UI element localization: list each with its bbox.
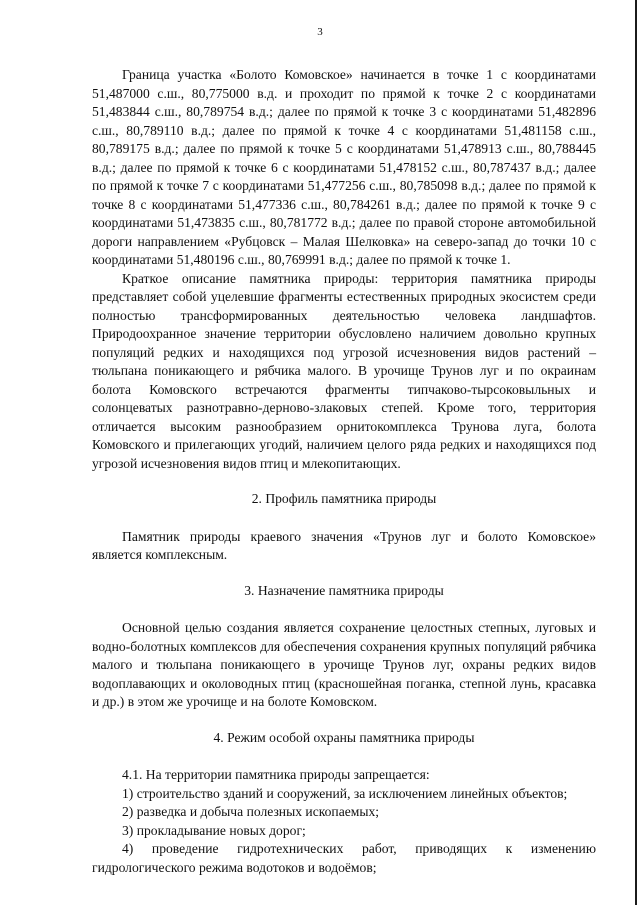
boundary-paragraph: Граница участка «Болото Комовское» начинается в точке 1 с координатами 51,487000 с.ш., 80,775000 в.д. и проходит по прямой к точке 2 с координатами 51,483844 с.ш., 80,789754 в.д.; далее по прямой к точке 3 с координатами 51,482896 с.ш., 80,789110 в.д.; далее по прямой к точке 4 с координатами 51,481158 с.ш., 80,789175 в.д.; далее по прямой к точке 5 с координатами 51,478913 с.ш., 80,788445 в.д.; далее по прямой к точке 6 с координатами 51,478152 с.ш., 80,787437 в.д.; далее по прямой к точке 7 с координатами 51,477256 с.ш., 80,785098 в.д.; далее по прямой к точке 8 с координатами 51,477336 с.ш., 80,784261 в.д.; далее по прямой к точке 9 с координатами 51,473835 с.ш., 80,781772 в.д.; далее по правой стороне автомобильной дороги направлением «Рубцовск – Малая Шелковка» на северо-запад до точки 10 с координатами 51,480196 с.ш., 80,769991 в.д.; далее по прямой к точке 1. bbox=[92, 67, 596, 267]
section-2-heading: 2. Профиль памятника природы bbox=[251, 491, 437, 506]
section-2-text: Памятник природы краевого значения «Трунов луг и болото Комовское» является комплексным. bbox=[92, 528, 596, 562]
section-4-intro: 4.1. На территории памятника природы запрещается: bbox=[122, 767, 430, 782]
page-number: 3 bbox=[317, 26, 323, 38]
section-4-heading: 4. Режим особой охраны памятника природы bbox=[213, 729, 475, 745]
list-item: 2) разведка и добыча полезных ископаемых; bbox=[122, 804, 380, 819]
description-paragraph: Краткое описание памятника природы: территория памятника природы представляет собой уцелевшие фрагменты естественных природных экосистем среди полностью трансформированных деятельностью человека ландшафтов. Природоохранное значение территории обусловлено наличием довольно крупных популяций редких и находящихся под угрозой исчезновения видов растений – тюльпана поникающего и рябчика малого. В урочище Трунов луг и по окраинам болота Комовского встречаются фрагменты типчаково-тырсоковыльных и солонцеватых разнотравно-дерново-злаковых степей. Кроме того, территория отличается высоким разнообразием орнитокомплекса Трунова луга, болота Комовского и прилегающих угодий, наличием целого ряда редких и находящихся под угрозой исчезновения видов птиц и млекопитающих. bbox=[92, 270, 596, 471]
document-body bbox=[92, 66, 596, 877]
section-3-heading: 3. Назначение памятника природы bbox=[244, 582, 444, 598]
list-item: 3) прокладывание новых дорог; bbox=[122, 822, 306, 838]
section-3-text: Основной целью создания является сохранение целостных степных, луговых и водно-болотных комплексов для обеспечения сохранения крупных популяций рябчика малого и тюльпана поникающего в урочище Трунов луг, охраны редких видов водоплавающих и околоводных птиц (красношейная поганка, степной лунь, красавка и др.) в этом же урочище и на болоте Комовском. bbox=[92, 620, 596, 709]
list-item: 4) проведение гидротехнических работ, приводящих к изменению гидрологического режима водотоков и водоёмов; bbox=[92, 841, 596, 875]
scan-edge-line bbox=[635, 0, 637, 905]
list-item: 1) строительство зданий и сооружений, за исключением линейных объектов; bbox=[122, 785, 568, 801]
